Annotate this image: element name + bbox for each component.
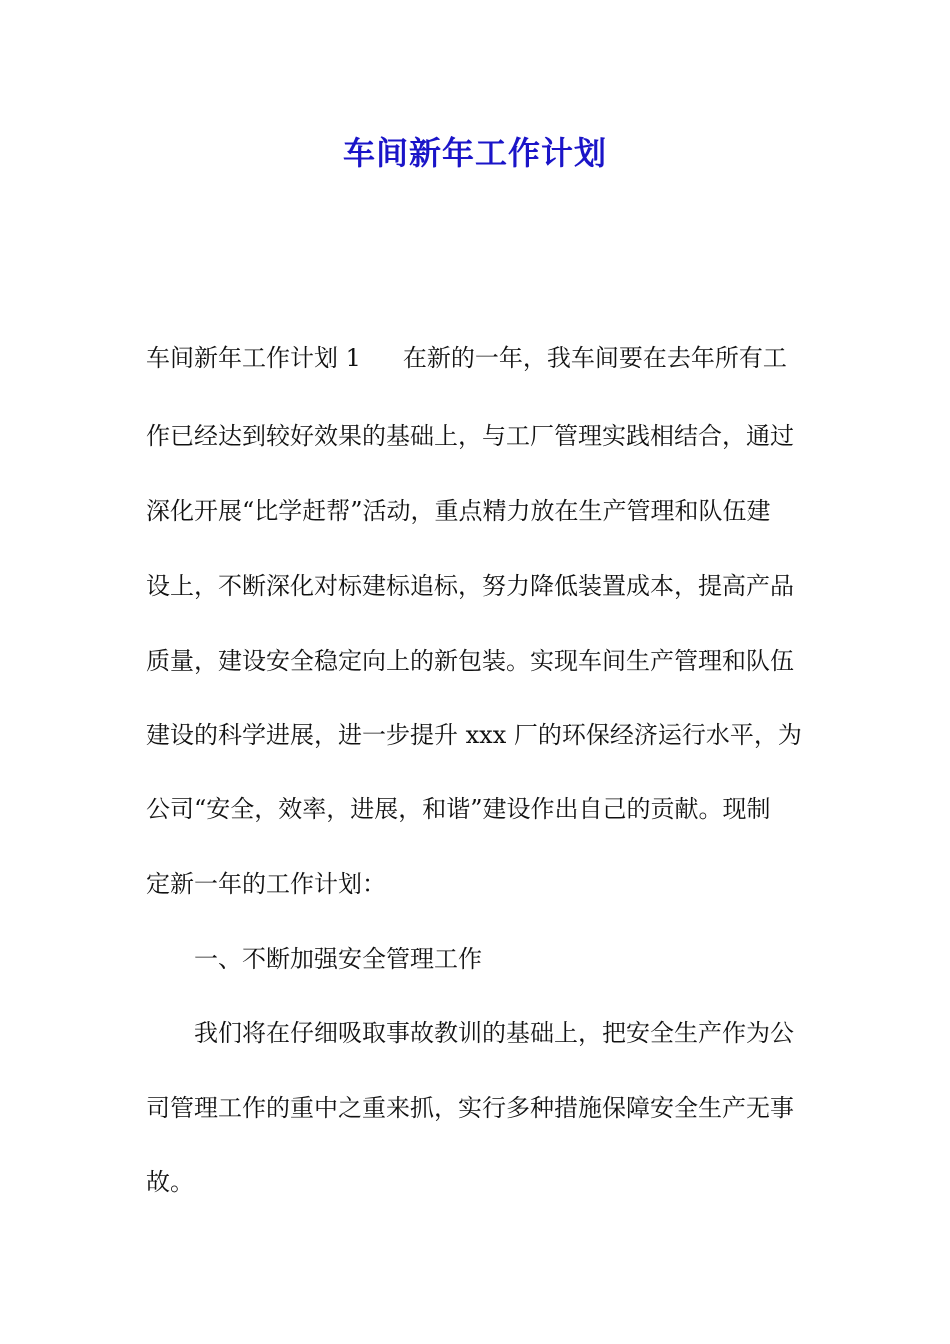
paragraph-line-7: 公司“安全，效率，进展，和谐”建设作出自己的贡献。现制: [146, 795, 771, 823]
paragraph-line-2: 作已经达到较好效果的基础上，与工厂管理实践相结合，通过: [146, 422, 794, 450]
paragraph-line-4: 设上，不断深化对标建标追标，努力降低装置成本，提高产品: [146, 572, 794, 600]
paragraph-line-8: 定新一年的工作计划：: [146, 870, 386, 898]
paragraph-text: 在新的一年，我车间要在去年所有工: [402, 344, 787, 372]
section-heading: 一、不断加强安全管理工作: [194, 945, 482, 973]
paragraph-line-10: 司管理工作的重中之重来抓，实行多种措施保障安全生产无事: [146, 1094, 794, 1122]
paragraph-line-6: 建设的科学进展，进一步提升 xxx 厂的环保经济运行水平，为: [146, 721, 802, 749]
paragraph-line-9: 我们将在仔细吸取事故教训的基础上，把安全生产作为公: [194, 1019, 794, 1047]
paragraph-line-11: 故。: [146, 1168, 194, 1196]
paragraph-line-1: [146, 342, 810, 374]
section-heading-inline: 车间新年工作计划 1: [146, 344, 361, 372]
paragraph-line-5: 质量，建设安全稳定向上的新包装。实现车间生产管理和队伍: [146, 647, 794, 675]
document-title: 车间新年工作计划: [342, 134, 607, 172]
paragraph-line-3: 深化开展“比学赶帮”活动，重点精力放在生产管理和队伍建: [146, 497, 771, 525]
